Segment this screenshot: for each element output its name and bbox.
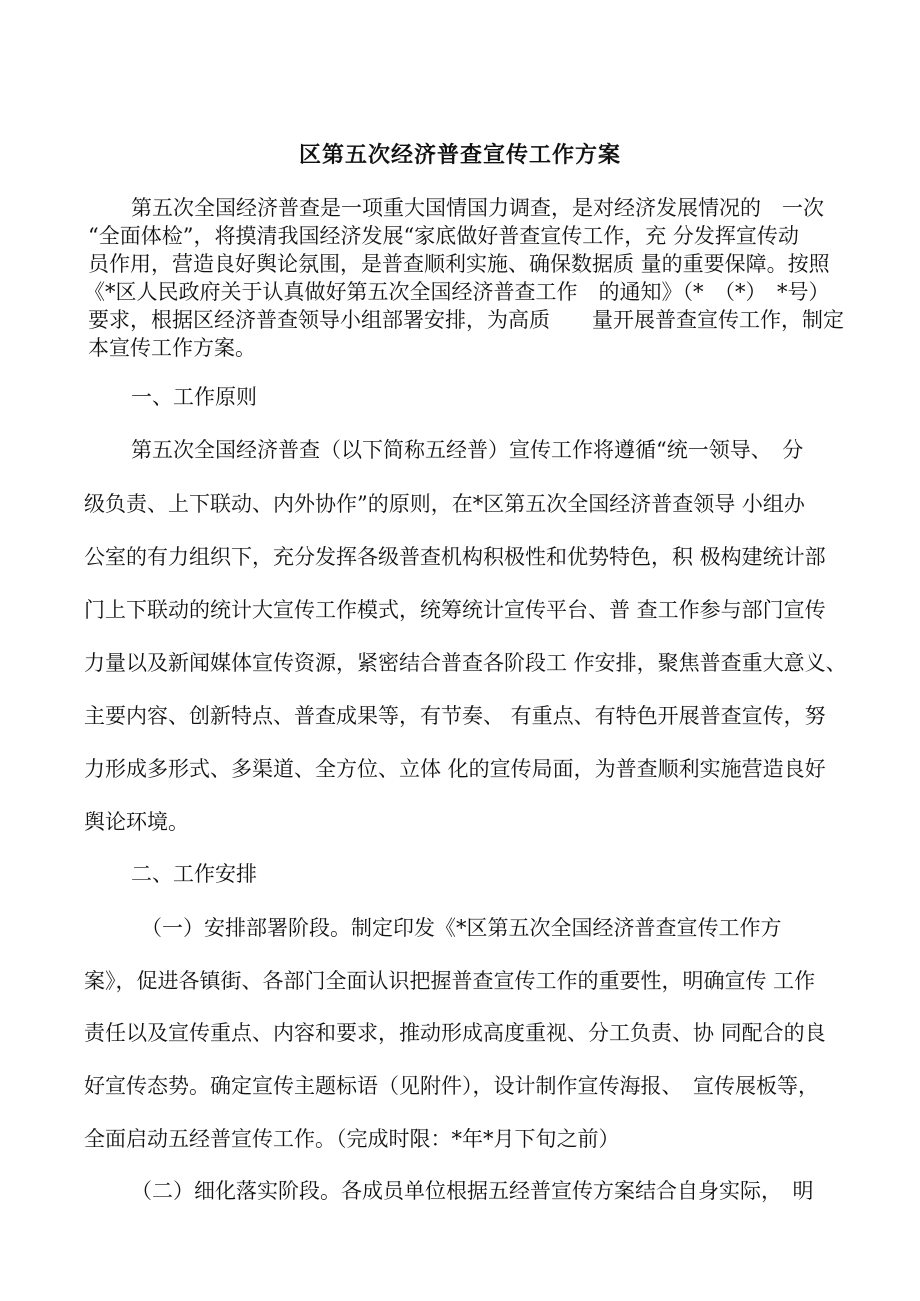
principle-line-8: 舆论环境。 [84, 810, 189, 834]
principle-line-3: 公室的有力组织下，充分发挥各级普查机构积极性和优势特色，积 极构建统计部 [84, 545, 826, 569]
principle-line-2: 级负责、上下联动、内外协作”的原则，在*区第五次全国经济普查领导 小组办 [84, 492, 805, 516]
stage1-line-4: 好宣传态势。确定宣传主题标语（见附件），设计制作宣传海报、 宣传展板等， [84, 1074, 819, 1098]
principle-line-5: 力量以及新闻媒体宣传资源，紧密结合普查各阶段工 作安排，聚焦普查重大意义、 [84, 651, 847, 675]
principle-line-4: 门上下联动的统计大宣传工作模式，统筹统计宣传平台、普 查工作参与部门宣传 [84, 598, 826, 622]
section-heading-arrangements: 二、工作安排 [131, 862, 257, 886]
principle-line-6: 主要内容、创新特点、普查成果等，有节奏、 有重点、有特色开展普查宣传，努 [84, 704, 826, 728]
stage1-line-5: 全面启动五经普宣传工作。（完成时限：*年*月下旬之前） [84, 1127, 620, 1151]
intro-line-3: 员作用，营造良好舆论氛围，是普查顺利实施、确保数据质 量的重要保障。按照 [88, 252, 830, 276]
intro-line-4: 《*区人民政府关于认真做好第五次全国经济普查工作 的通知》（* （*） *号） [84, 280, 830, 304]
intro-line-6: 本宣传工作方案。 [88, 336, 256, 360]
stage1-line-2: 案》，促进各镇街、各部门全面认识把握普查宣传工作的重要性，明确宣传 工作 [84, 969, 816, 993]
intro-line-5: 要求，根据区经济普查领导小组部署安排，为高质 量开展普查宣传工作，制定 [88, 308, 844, 332]
intro-line-2: “全面体检”，将摸清我国经济发展“家底做好普查宣传工作，充 分发挥宣传动 [88, 224, 799, 248]
principle-line-1: 第五次全国经济普查（以下简称五经普）宣传工作将遵循“统一领导、 分 [131, 438, 804, 462]
section-heading-principles: 一、工作原则 [131, 385, 257, 409]
stage2-line-1: （二）细化落实阶段。各成员单位根据五经普宣传方案结合自身实际， 明 [131, 1179, 814, 1203]
principle-line-7: 力形成多形式、多渠道、全方位、立体 化的宣传局面，为普查顺利实施营造良好 [84, 757, 826, 781]
stage1-line-3: 责任以及宣传重点、内容和要求，推动形成高度重视、分工负责、协 同配合的良 [84, 1021, 826, 1045]
intro-line-1: 第五次全国经济普查是一项重大国情国力调查，是对经济发展情况的 一次 [131, 196, 824, 220]
document-title: 区第五次经济普查宣传工作方案 [298, 142, 621, 168]
stage1-line-1: （一）安排部署阶段。制定印发《*区第五次全国经济普查宣传工作方 [141, 916, 782, 940]
